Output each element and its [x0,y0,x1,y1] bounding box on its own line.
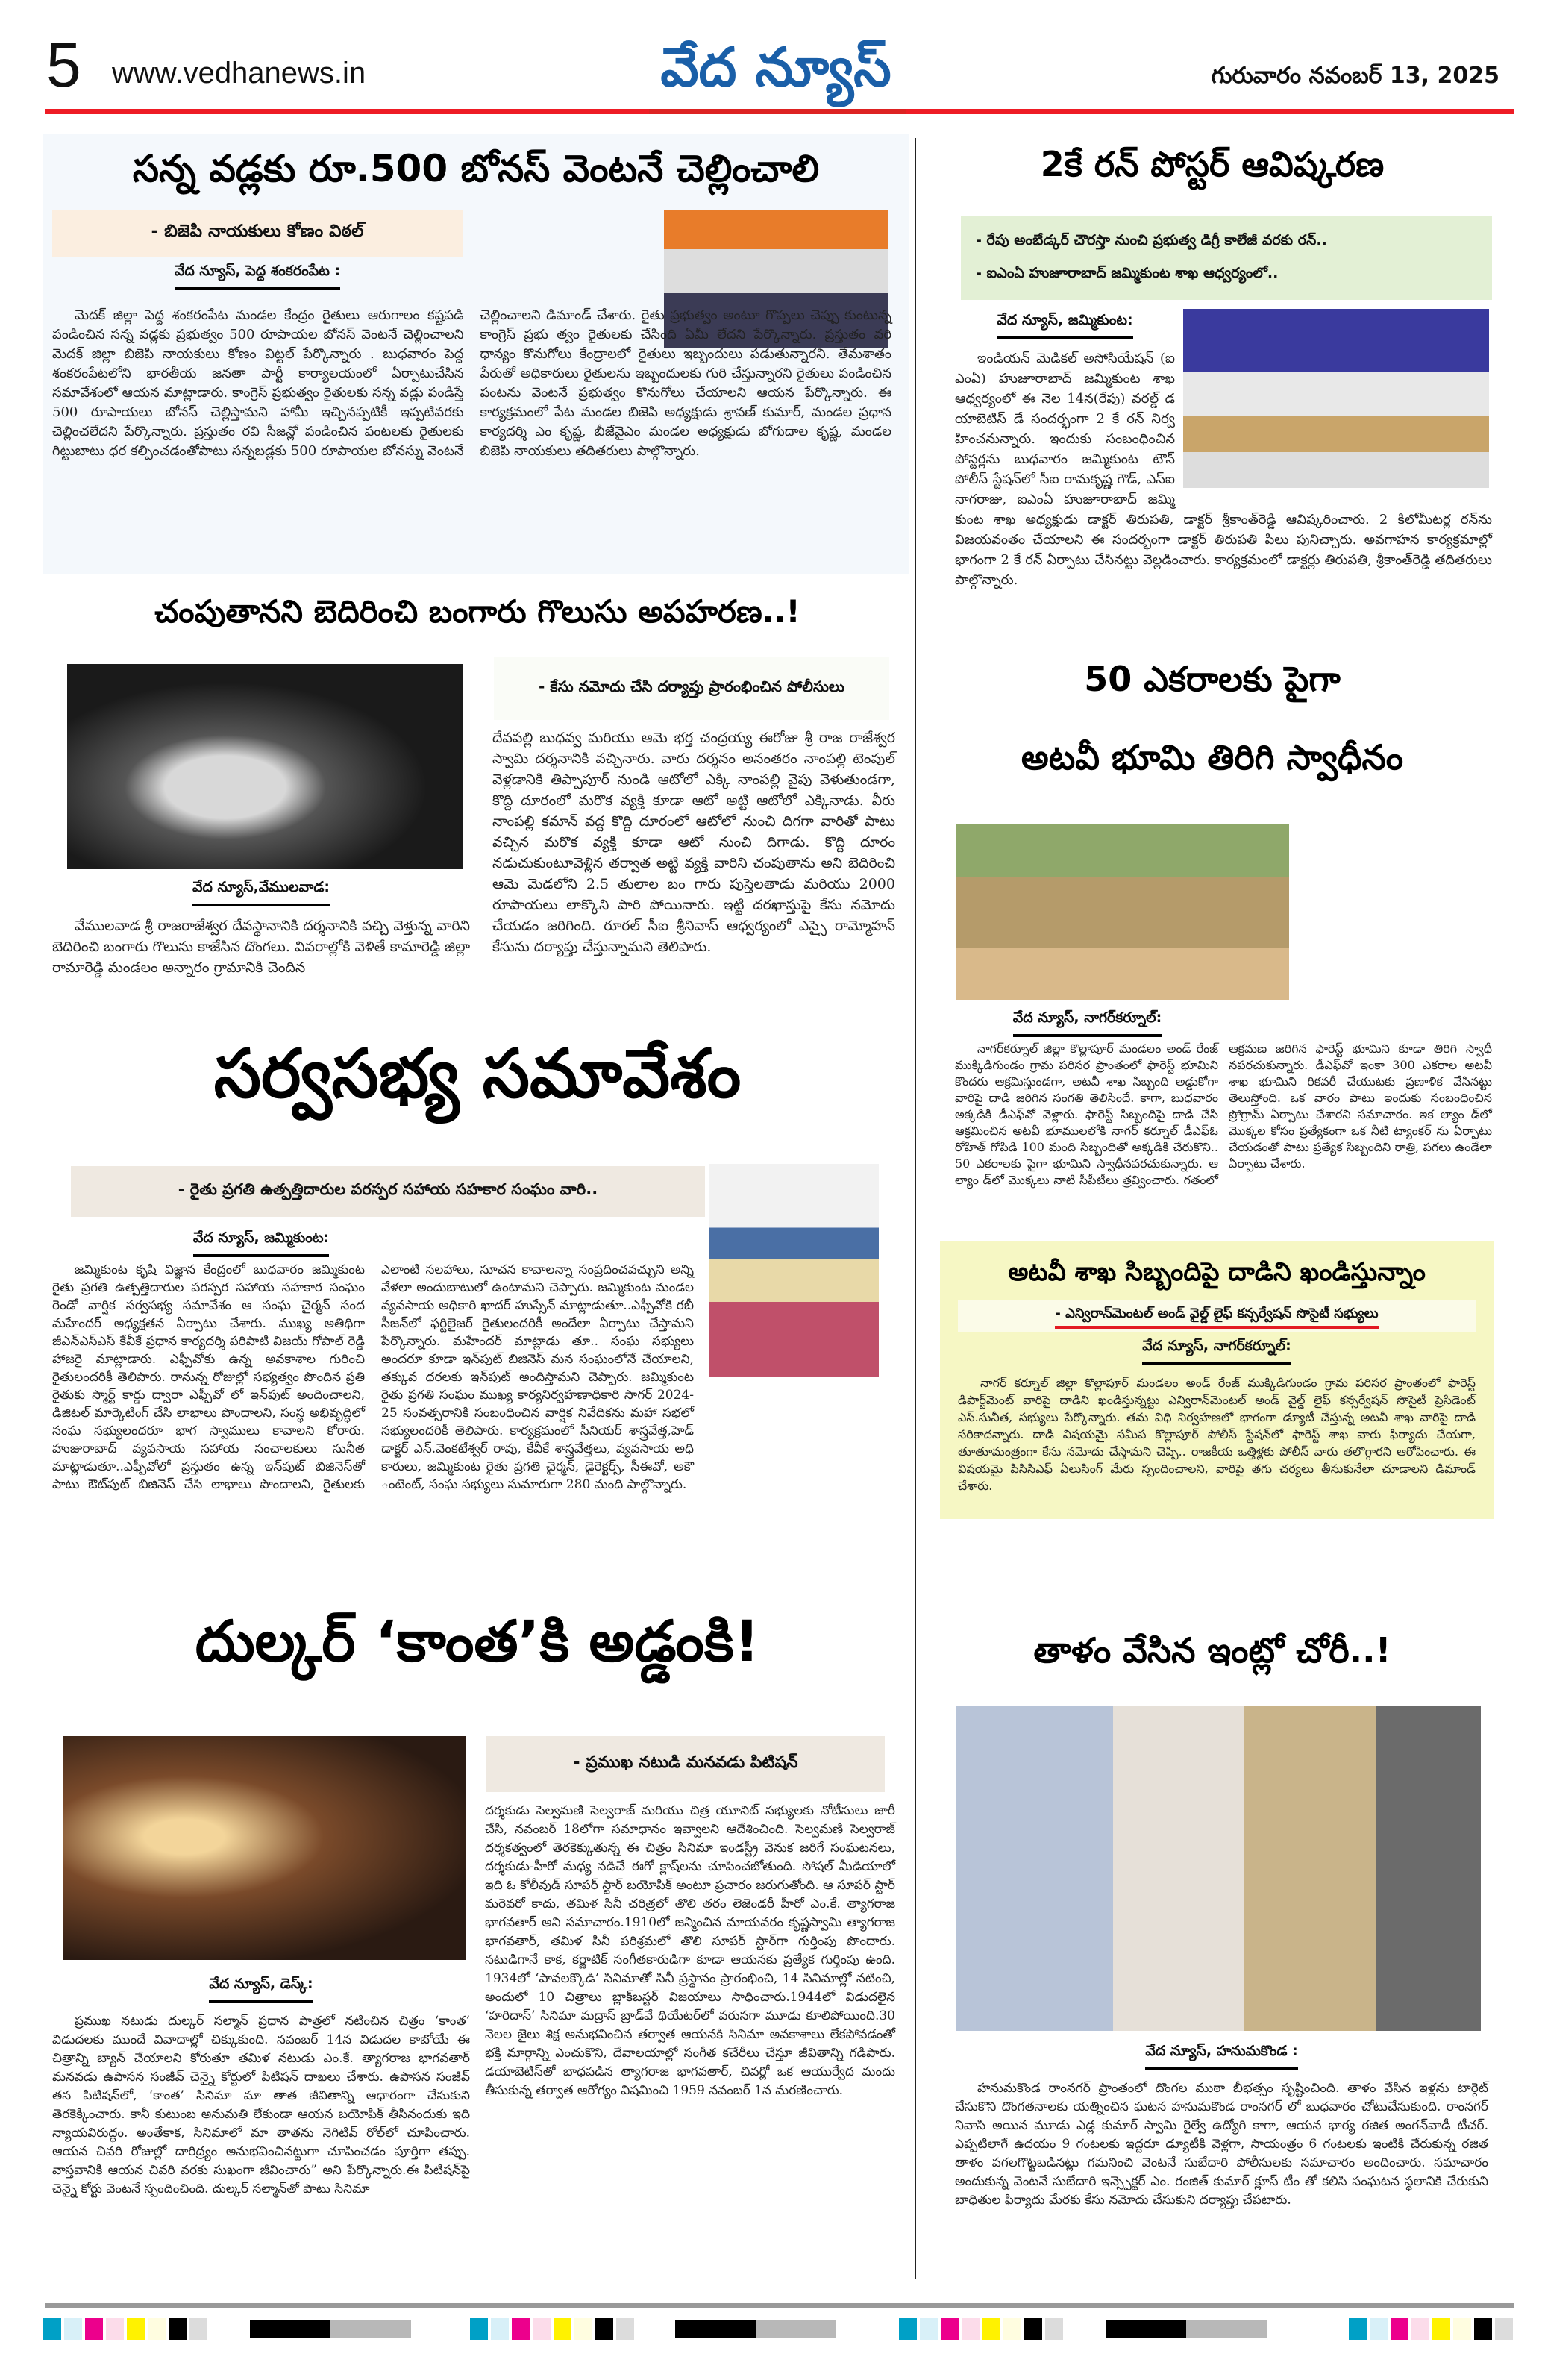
tone-block [250,2320,330,2338]
color-swatch [962,2318,980,2340]
color-swatch [1474,2318,1492,2340]
color-swatch [512,2318,530,2340]
tone-block [756,2320,836,2338]
article-body: నాగర్‌కర్నూల్ జిల్లా కొల్లాపూర్ మండలం అండ్ రేంజ్ ముక్కిడిగుండం గ్రామ పరిసర ప్రాంతంలో ఫారెస్ట్ భూమిని కొందరు ఆక్రమిస్తుండగా, అటవీ శాఖ సిబ్బంది అడ్డుకోగా వారిపై దాడి జరిగిన సంగతి తెలిసిందే. కాగా, బుధవారం అక్కడికి డీఎఫ్‌వో వెళ్లారు. ఫారెస్ట్ సిబ్బందిపై దాడి చేసి ఆక్రమించిన అటవీ భూములలోకి నాగర్ కర్నూల్ డీఎఫ్ఓ రోహిత్ గోపిడి 100 మంది సిబ్బందితో అక్కడికి చేరుకొని.. 50 ఎకరాలకు పైగా భూమిని స్వాధీనపరచుకున్నారు. ఆ ల్యాం డ్‌లో మొక్కలు నాటి సీపీటీలు త్రవ్వించారు. గతంలో ఆక్రమణ జరిగిన ఫారెస్ట్ భూమిని కూడా తిరిగి స్వాధీ నపరచుకున్నారు. డీఎఫ్‌వో ఇంకా 300 ఎకరాల అటవీ శాఖ భూమిని రికవరీ చేయుటకు ప్రణాళిక వేసినట్టు తెలుస్తోంది. ఒక వారం పాటు ఇందుకు సంబంధించిన ప్రోగ్రామ్ ఏర్పాటు చేశారని సమాచారం. ఇక ల్యాం డ్‌లో మొక్కల కోసం ప్రత్యేకంగా ఒక నీటి ట్యాంకర్ ను ఏర్పాటు చేయడంతో పాటు ప్రత్యేక సిబ్బందిని రాత్రి, పగలు ఉండేలా ఏర్పాటు చేశారు. [955,1042,1492,1187]
color-swatch [1003,2318,1021,2340]
dateline: వేద న్యూస్, జమ్మికుంట: [997,312,1132,339]
article-body: నాగర్ కర్నూల్ జిల్లా కొల్లాపూర్ మండలం అండ్ రేంజ్ ముక్కిడిగుండం గ్రామ పరిసర ప్రాంతంలో ఫారెస్ట్ డిపార్ట్‌మెంట్ వారిపై దాడిని ఖండిస్తున్నట్టు ఎన్విరాన్‌మెంటల్ అండ్ వైల్డ్ లైఫ్ కన్సర్వేషన్ సొసైటీ ప్రెసిడెంట్ ఎస్.సునీత, సభ్యులు పేర్కొన్నారు. తమ విధి నిర్వహణలో భాగంగా డ్యూటీ చేస్తున్న అటవీ శాఖ వారిపై దాడి సరికాదన్నారు. దాడి విషయమై సమీప కొల్లాపూర్ పోలీస్ స్టేషన్‌లో ఫారెస్ట్ శాఖ వారు ఫిర్యాదు చేయగా, తూతూమంత్రంగా కేసు నమోదు చేస్తామని చెప్పి.. రాజకీయ ఒత్తిళ్లకు పోలీస్ వారు తలొగ్గారని ఆరోపించారు. ఈ విషయమై పిసిసిఎఫ్ ఏలుసింగ్ మేరు స్పందించాలని, వారిపై తగు చర్యలు తీసుకునేలా చూడాలని డిమాండ్ చేశారు. [958,1376,1476,1493]
dateline: వేద న్యూస్, నాగర్‌కర్నూల్: [1142,1338,1291,1365]
subhead-condemn: - ఎన్విరాన్‌మెంటల్ అండ్ వైల్డ్ లైఫ్ కన్సర్వేషన్ సొసైటీ సభ్యులు [1055,1306,1378,1329]
tone-block [1106,2320,1186,2338]
color-swatch [616,2318,634,2340]
article-body-right: దర్శకుడు సెల్వమణి సెల్వరాజ్ మరియు చిత్ర యూనిట్ సభ్యులకు నోటీసులు జారీ చేసి, నవంబర్ 18లోగా సమాధానం ఇవ్వాలని ఆదేశించింది. సెల్వమణి సెల్వరాజ్ దర్శకత్వంలో తెరకెక్కుతున్న ఈ చిత్రం సినిమా ఇండస్ట్రీ వెనుక జరిగే సంఘటనలు, దర్శకుడు-హీరో మధ్య నడిచే ఈగో క్లాష్‌లను చూపించబోతుంది. సోషల్ మీడియాలో ఇది ఓ కోలీవుడ్ సూపర్ స్టార్ బయోపిక్ అంటూ ప్రచారం జరుగుతోంది. ఆ సూపర్ స్టార్ మరెవరో కాదు, తమిళ సినీ చరిత్రలో తొలి తరం లెజెండరీ హీరో ఎం.కే. త్యాగరాజ భాగవతార్ అని సమాచారం.1910లో జన్మించిన మాయవరం కృష్ణస్వామి త్యాగరాజ భాగవతార్, తమిళ సినీ పరిశ్రమలో తొలి సూపర్ స్టార్‌గా గుర్తింపు పొందారు. నటుడిగానే కాక, కర్ణాటిక్ సంగీతకారుడిగా కూడా ఆయనకు ప్రత్యేక గుర్తింపు ఉంది. 1934లో ‘పావలక్కొడి’ సినిమాతో సినీ ప్రస్థానం ప్రారంభించి, 14 సినిమాల్లో నటించి, అందులో 10 చిత్రాలు బ్లాక్‌బస్టర్ విజయాలు సాధించారు.1944లో విడుదలైన ‘హరిదాస్’ సినిమా మద్రాస్ బ్రాడ్‌వే థియేటర్‌లో వరుసగా మూడు కూలిపోయింది.30 నెలల జైలు శిక్ష అనుభవించిన తర్వాత ఆయనకి సినిమా అవకాశాలు లేకపోవడంతో భక్తి మార్గాన్ని ఎంచుకొని, దేవాలయాల్లో సంగీత కచేరీలు చేస్తూ జీవితాన్ని గడిపారు. డయాబెటిస్‌తో బాధపడిన త్యాగరాజ భాగవతార్, చివర్లో ఒక ఆయుర్వేద మందు తీసుకున్న తర్వాత ఆరోగ్యం విషమించి 1959 నవంబర్ 1న మరణించారు. [485,1803,895,2098]
page-number: 5 [46,30,81,100]
article-bonus [43,134,909,574]
color-swatch [533,2318,551,2340]
article-body-left: ప్రముఖ నటుడు దుల్కర్ సల్మాన్ ప్రధాన పాత్రలో నటించిన చిత్రం ‘కాంత’ విడుదలకు ముందే వివాదాల్లో చిక్కుకుంది. నవంబర్ 14న విడుదల కాబోయే ఈ చిత్రాన్ని బ్యాన్ చేయాలని కోరుతూ తమిళ నటుడు ఎం.కే. త్యాగరాజ భాగవతార్ మనవడు ఉపాసన సంజీవ్ చెన్నై కోర్టులో పిటిషన్ దాఖలు చేశారు. ఉపాసన సంజీవ్ తన పిటిషన్‌లో, ‘కాంత’ సినిమా మా తాత జీవితాన్ని ఆధారంగా చేసుకుని తెరకెక్కించారు. కానీ కుటుంబ అనుమతి లేకుండా ఆయన బయోపిక్ తీసినందుకు ఇది న్యాయవిరుద్ధం. అంతేకాక, సినిమాలో మా తాతను నెగిటివ్ రోల్‌లో చూపించారు. ఆయన చివరి రోజుల్లో దారిద్ర్యం అనుభవించినట్టుగా చూపించడం పూర్తిగా తప్పు. వాస్తవానికి ఆయన చివరి వరకు సుఖంగా జీవించారు” అని పేర్కొన్నారు.ఈ పిటిషన్‌పై చెన్నై కోర్టు వెంటనే స్పందించింది. దుల్కర్ సల్మాన్‌తో పాటు సినిమా [52,2014,470,2196]
article-body: మెదక్ జిల్లా పెద్ద శంకరంపేట మండల కేంద్రం రైతులు ఆరుగాలం కష్టపడి పండించిన సన్న వడ్లకు ప్రభుత్వం 500 రూపాయల బోనస్ వెంటనే చెల్లించాలని మెదక్ జిల్లా బిజెపి నాయకులు కోణం విట్టల్ పేర్కొన్నారు . బుధవారం పెద్ద శంకరంపేటలోని భారతీయ జనతా పార్టీ కార్యాలయంలో ఏర్పాటుచేసిన సమావేశంలో ఆయన మాట్లాడారు. కాంగ్రెస్ ప్రభుత్వం రైతులకు సన్న వడ్లు పండిస్తే 500 రూపాయలు బోనస్ చెల్లిస్తామని హామీ ఇచ్చినప్పటికీ ఇప్పటివరకు చెల్లించలేదని పేర్కొన్నారు. ప్రస్తుతం రవి సీజన్లో పండించిన పంటలకు రైతులకు గిట్టుబాటు ధర కల్పించడంతోపాటు సన్నబడ్లకు 500 రూపాయల బోనస్ను వెంటనే చెల్లించాలని డిమాండ్ చేశారు. రైతు ప్రభుత్వం అంటూ గొప్పలు చెప్పు కుంటున్న కాంగ్రెస్ ప్రభు త్వం రైతులకు చేసింది ఏమీ లేదని పేర్కొన్నారు. ప్రస్తుతం వరి ధాన్యం కొనుగోలు కేంద్రాలలో రైతులు ఇబ్బందులు పడుతున్నారని. తేమశాతం పేరుతో అధికారులు రైతులను ఇబ్బందులకు గురి చేస్తున్నారని రైతులు పండించిన పంటను వెంటనే ప్రభుత్వం కొనుగోలు చేయాలని ఆయన పేర్కొన్నారు. ఈ కార్యక్రమంలో పేట మండల బిజెపి అధ్యక్షుడు శ్రావణ్ కుమార్, మండల ప్రధాన కార్యదర్శి ఎం కృష్ణ, బీజేవైఎం మండల అధ్యక్షుడు బోగుదాల కృష్ణ, మండల బిజెపి నాయకులు తదితరులు పాల్గొన్నారు. [52,307,891,459]
color-swatch [1349,2318,1367,2340]
color-swatch [85,2318,103,2340]
subhead-chain-theft: - కేసు నమోదు చేసి దర్యాప్తు ప్రారంభించిన పోలీసులు [494,657,889,720]
color-swatch [1024,2318,1042,2340]
headline-condemn: అటవీ శాఖ సిబ్బందిపై దాడిని ఖండిస్తున్నాం [1008,1257,1426,1287]
color-swatch [169,2318,187,2340]
color-swatch [470,2318,488,2340]
tone-block [330,2320,411,2338]
color-swatch [1370,2318,1388,2340]
color-swatch [899,2318,917,2340]
article-body: ఇండియన్ మెడికల్ అసోసియేషన్ (ఐ ఎంఏ) హుజూరాబాద్ జమ్మికుంట శాఖ ఆధ్వర్యంలో ఈ నెల 14న(రేపు) వరల్డ్ డ యాబెటిస్ డే సందర్భంగా 2 కే రన్ నిర్వ హించనున్నారు. ఇందుకు సంబంధించిన పోస్టర్లను బుధవారం జమ్మికుంట టౌన్ పోలీస్ స్టేషన్‌లో సీఐ రామకృష్ణ గౌడ్, ఎస్ఐ నాగరాజు, ఐఎంఏ హుజూరాబాద్ జమ్మి కుంట శాఖ అధ్యక్షుడు డాక్టర్ తిరుపతి, డాక్టర్ శ్రీకాంత్‌రెడ్డి ఆవిష్కరించారు. 2 కిలోమీటర్ల రన్‌ను విజయవంతం చేయాలని ఈ సందర్భంగా డాక్టర్ తిరుపతి పిలు పునిచ్చారు. అవగాహన కార్యక్రమాల్లో భాగంగా 2 కే రన్ ఏర్పాటు చేసినట్టు వెల్లడించారు. కార్యక్రమంలో డాక్టర్లు తిరుపతి, శ్రీకాంత్‌రెడ్డి తదితరులు పాల్గొన్నారు. [955,351,1492,588]
dateline: వేద న్యూస్,వేములవాడ: [192,879,330,906]
dateline: వేద న్యూస్, నాగర్‌కర్నూల్: [1013,1009,1162,1037]
color-swatch [920,2318,938,2340]
column-divider [915,138,916,2279]
headline-forest-line2: అటవీ భూమి తిరిగి స్వాధీనం [1021,737,1404,777]
headline-forest-line1: 50 ఎకరాలకు పైగా [1084,659,1341,699]
tone-block [1186,2320,1267,2338]
color-swatch [1045,2318,1063,2340]
subhead: - బిజెపి నాయకులు కోణం విఠల్ [52,210,463,257]
headline-general-body: సర్వసభ్య సమావేశం [213,1035,742,1113]
color-swatch [64,2318,82,2340]
color-swatch [1432,2318,1450,2340]
headline-burglary: తాళం వేసిన ఇంట్లో చోరీ..! [1033,1630,1391,1670]
subhead: - ఐఎంఏ హుజూరాబాద్ జమ్మికుంట శాఖ ఆధ్వర్యంలో.. [976,265,1279,281]
police-vehicle-night-photo [67,664,463,869]
dateline: వేద న్యూస్, జమ్మికుంట: [193,1230,329,1257]
masthead-logo: వేద న్యూస్ [660,36,891,98]
color-swatch [491,2318,509,2340]
forest-officials-photo [956,824,1289,1000]
color-swatch [941,2318,959,2340]
article-body: హనుమకొండ రాంనగర్ ప్రాంతంలో దొంగల ముఠా బీభత్సం సృష్టించింది. తాళం వేసిన ఇళ్లను టార్గెట్ చేసుకొని దొంగతనాలకు యత్నించిన ఘటన హనుమకొండ రాంనగర్ లో బుధవారం చోటుచేసుకుంది. రాంనగర్ నివాసి అయిన మూడు ఎడ్ల కుమార్ స్వామి రైల్వే ఉద్యోగి కాగా, ఆయన భార్య రజిత అంగన్‌వాడీ టీచర్. ఎప్పటిలాగే ఉదయం 9 గంటలకు ఇద్దరూ డ్యూటీకి వెళ్లగా, సాయంత్రం 6 గంటలకు ఇంటికి చేరుకున్న రజిత తాళం పగలగొట్టబడినట్లు గమనించి వెంటనే సుబేదారి పోలీసులకు సమాచారం అందించారు. సమాచారం అందుకున్న వెంటనే సుబేదారి ఇన్స్పెక్టర్ ఎం. రంజిత్ కుమార్ క్లూస్ టీం తో కలిసి సంఘటన స్థలానికి చేరుకుని బాధితుల ఫిర్యాదు మేరకు కేసు నమోదు చేసుకుని దర్యాప్తు చేపటారు. [955,2081,1488,2208]
color-swatch [43,2318,61,2340]
footer-rule [45,2303,1514,2308]
color-swatch [595,2318,613,2340]
color-swatch [1391,2318,1408,2340]
dateline: వేద న్యూస్, డెస్క్: [209,1976,313,2003]
color-swatch [574,2318,592,2340]
subhead: - రేపు అంబేడ్కర్ చౌరస్తా నుంచి ప్రభుత్వ డిగ్రీ కాలేజీ వరకు రన్.. [976,232,1327,248]
headline: సన్న వడ్లకు రూ.500 బోనస్ వెంటనే చెల్లించాలి [132,147,820,190]
headline-kaantha: దుల్కర్ ‘కాంత’కి అడ్డంకి! [195,1608,760,1674]
headline-2k-run: 2కే రన్ పోస్టర్ ఆవిష్కరణ [1040,144,1385,184]
headline-chain-theft: చంపుతానని బెదిరించి బంగారు గొలుసు అపహరణ..! [154,593,800,630]
color-swatch [982,2318,1000,2340]
color-swatch [1495,2318,1513,2340]
subhead-box-run [961,216,1492,300]
subhead-general-body: - రైతు ప్రగతి ఉత్పత్తిదారుల పరస్పర సహాయ సహకార సంఘం వారి.. [71,1166,705,1217]
article-body: జమ్మికుంట కృషి విజ్ఞాన కేంద్రంలో బుధవారం జమ్మికుంట రైతు ప్రగతి ఉత్పత్తిదారుల పరస్పర సహాయ సహకార సంఘం రెండో వార్షిక సర్వసభ్య సమావేశం ఆ సంఘ చైర్మన్ సంద మహేందర్ అధ్యక్షతన ఏర్పాటు చేశారు. ముఖ్య అతిథిగా జీఎన్ఎస్ఎస్ కేవీకే ప్రధాన కార్యదర్శి పరిపాటి విజయ్ గోపాల్ రెడ్డి హాజరై మాట్లాడారు. ఎఫ్పీవోకు ఉన్న అవకాశాల గురించి రైతులందరికీ తెలిపారు. రానున్న రోజుల్లో సభ్యత్వం పొందిన ప్రతి రైతుకు స్మార్ట్ కార్డు ద్వారా ఎఫ్పీవో లో ఇన్‌పుట్ అందించాలని, డిజిటల్ మార్కెటింగ్ చేసి లాభాలు పొందాలని, సంస్థ అభివృద్ధిలో సంఘ సభ్యులందరూ భాగ స్వాములు కావాలని కోరారు. హుజురాబాద్ వ్యవసాయ సహాయ సంచాలకులు సునీత మాట్లాడుతూ..ఎఫ్పీవోలో ప్రస్తుతం ఉన్న ఇన్‌పుట్ బిజినెస్‌తో పాటు ఔట్‌పుట్ బిజినెస్ చేసి లాభాలు పొందాలని, రైతులకు ఎలాంటి సలహాలు, సూచన కావాలన్నా సంప్రదించవచ్చుని అన్ని వేళలా అందుబాటులో ఉంటామని చెప్పారు. జమ్మికుంట మండల వ్యవసాయ అధికారి ఖాదర్ హుస్సేన్ మాట్లాడుతూ..ఎఫ్పీవోకి రబీ సీజన్‌లో ఫర్టిలైజర్ రైతులందరికీ అందేలా ఏర్పాటు చేస్తామని పేర్కొన్నారు. మహేందర్ మాట్లాడు తూ.. సంఘ సభ్యులు అందరూ కూడా ఇన్‌పుట్ బిజినెస్ మన సంఘంలోనే చేయాలని, తక్కువ ధరలకు ఇన్‌పుట్ అందిస్తామని చెప్పారు. జమ్మికుంట రైతు ప్రగతి సంఘం ముఖ్య కార్యనిర్వహణాధికారి సాగర్ 2024-25 సంవత్సరానికి సంబంధించిన వార్షిక నివేదికను మహా సభలో సభ్యులందరికీ తెలిపారు. కార్యక్రమంలో సీనియర్ శాస్త్రవేత్త,హెడ్ డాక్టర్ ఎన్.వెంకటేశ్వర్ రావు, కేవీకే శాస్త్రవేత్తలు, వ్యవసాయ అధి కారులు, జమ్మికుంట రైతు ప్రగతి చైర్మన్, డైరెక్టర్స్, సీఈవో, అకౌ ంటెంట్, సంఘ సభ్యులు సుమారుగా 280 మంది పాల్గొన్నారు. [52,1262,694,1492]
article-body-left: వేములవాడ శ్రీ రాజరాజేశ్వర దేవస్థానానికి దర్శనానికి వచ్చి వెళ్తున్న వారిని బెదిరించి బంగారు గొలుసు కాజేసిన దొంగలు. వివరాల్లోకి వెళితే కామారెడ్డి జిల్లా రామారెడ్డి మండలం అన్నారం గ్రామానికి చెందిన [52,918,470,976]
color-swatch [127,2318,145,2340]
dateline: వేద న్యూస్, పెద్ద శంకరంపేట : [175,263,340,290]
subhead-kaantha: - ప్రముఖ నటుడి మనవడు పిటిషన్ [486,1736,885,1792]
color-swatch [148,2318,166,2340]
burglary-scene-photo [956,1706,1481,2031]
header-rule-center [649,109,906,114]
article-body-right: దేవపల్లి బుధవ్వ మరియు ఆమె భర్త చంద్రయ్య ఈరోజు శ్రీ రాజ రాజేశ్వర స్వామి దర్శనానికి వచ్చినారు. వారు దర్శనం అనంతరం నాంపల్లి టెంపుల్ వెళ్లడానికి తిప్పాపూర్ నుండి ఆటోలో ఎక్కి నాంపల్లి వైపు వెళుతుండగా, కొద్ది దూరంలో మరొక వ్యక్తి కూడా ఆటో అట్టి ఆటోలో ఎక్కినాడు. వీరు నాంపల్లి కమాన్ వద్ద కొద్ది దూరంలో ఆటోలో నుంచి దిగగా వారితో పాటు వచ్చిన మరొక వ్యక్తి కూడా ఆటో నుంచి దిగాడు. కొద్ది దూరం నడుచుకుంటూవెళ్లిన తర్వాత అట్టి వ్యక్తి వారిని చంపుతాను అని బెదిరించి ఆమె మెడలోని 2.5 తులాల బం గారు పుస్తెలతాడు మరియు 2000 రూపాయలు లాక్కొని పారి పోయినారు. ఇట్టి దరఖాస్తుపై కేసు నమోదు చేయడం జరిగింది. రూరల్ సీఐ శ్రీనివాస్ ఆధ్వర్యంలో ఎస్సై రామ్మోహన్ కేసును దర్యాప్తు చేస్తున్నామని తెలిపారు. [492,730,895,955]
issue-date: గురువారం నవంబర్ 13, 2025 [1211,63,1499,89]
color-swatch [1411,2318,1429,2340]
dulquer-still-photo [63,1736,466,1960]
color-swatch [106,2318,124,2340]
condemn-box [940,1241,1494,1519]
website-url[interactable]: www.vedhanews.in [112,57,366,90]
color-swatch [1453,2318,1471,2340]
lamp-lighting-photo [709,1164,879,1377]
dateline: వేద న్యూస్, హనుమకొండ : [1145,2043,1297,2070]
color-swatch [189,2318,207,2340]
tone-block [675,2320,756,2338]
color-swatch [554,2318,571,2340]
